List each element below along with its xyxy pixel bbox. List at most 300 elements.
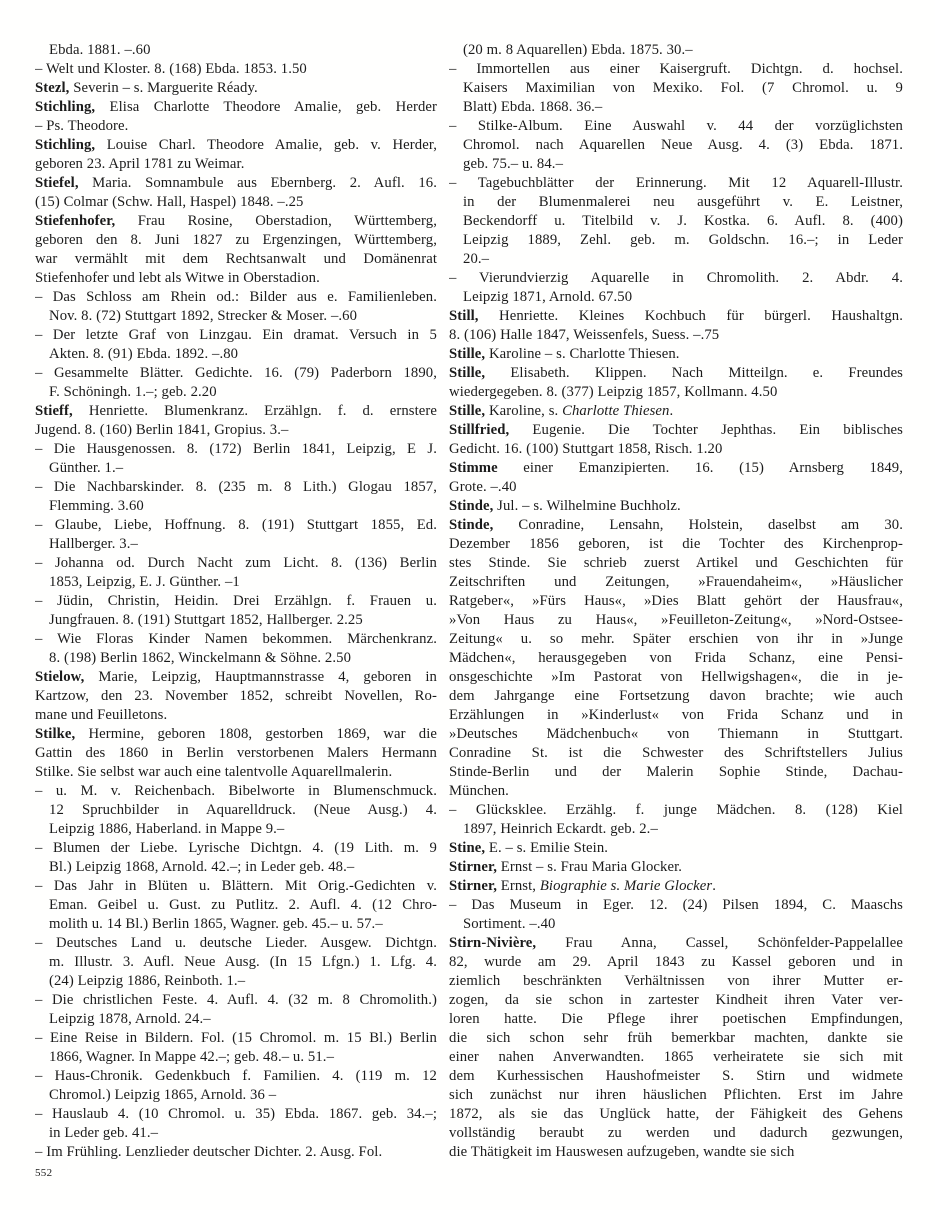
text-segment: Grote. –.40: [449, 479, 517, 495]
text-line: [449, 953, 903, 972]
entry: [35, 516, 437, 554]
text-segment: zogen, da sie schon in zartester Kindheit ihren Vater ver-: [449, 992, 903, 1008]
text-line: [449, 250, 903, 269]
text-segment: Stille,: [449, 365, 486, 381]
text-segment: Stine,: [449, 840, 486, 856]
text-segment: war vermählt mit dem Rechtsanwalt und Domänenrat: [35, 251, 437, 267]
text-segment: Still,: [449, 308, 479, 324]
entry: [35, 934, 437, 991]
text-segment: – Der letzte Graf von Linzgau. Ein dramat. Versuch in 5: [35, 327, 437, 343]
text-segment: molith u. 14 Bl.) Berlin 1865, Wagner. geb. 45.– u. 57.–: [49, 916, 383, 932]
text-segment: Stimme: [449, 460, 498, 476]
text-segment: Hallberger. 3.–: [49, 536, 138, 552]
text-line: [449, 915, 903, 934]
text-line: [449, 801, 903, 820]
text-line: [449, 516, 903, 535]
text-line: [35, 345, 437, 364]
text-segment: in der Blumenmalerei neu ausgeführt v. E. Leistner,: [463, 194, 903, 210]
entry: [35, 668, 437, 725]
text-segment: – Tagebuchblätter der Erinnerung. Mit 12 Aquarell-Illustr.: [449, 175, 903, 191]
text-segment: Nov. 8. (72) Stuttgart 1892, Strecker & Moser. –.60: [49, 308, 358, 324]
text-segment: mane und Feuilletons.: [35, 707, 168, 723]
text-segment: Leipzig 1889, Zehl. geb. m. Goldschn. 16.–; in Leder: [463, 232, 903, 248]
text-line: [35, 630, 437, 649]
text-line: [35, 592, 437, 611]
text-line: [35, 231, 437, 250]
text-line: [449, 630, 903, 649]
text-line: [35, 1067, 437, 1086]
text-line: [35, 649, 437, 668]
entry: [449, 307, 903, 345]
text-segment: (20 m. 8 Aquarellen) Ebda. 1875. 30.–: [463, 42, 693, 58]
entry: [449, 117, 903, 174]
entry: [449, 801, 903, 839]
text-segment: Akten. 8. (91) Ebda. 1892. –.80: [49, 346, 239, 362]
text-line: [449, 858, 903, 877]
text-line: [449, 1124, 903, 1143]
text-line: [35, 497, 437, 516]
text-line: [449, 573, 903, 592]
text-line: [449, 592, 903, 611]
text-line: [35, 934, 437, 953]
text-line: [449, 98, 903, 117]
text-segment: Henriette. Blumenkranz. Erzählgn. f. d. ernstere: [72, 403, 437, 419]
text-segment: Chromol.) Leipzig 1865, Arnold. 36 –: [49, 1087, 277, 1103]
text-columns: [35, 41, 903, 1162]
entry: [449, 877, 903, 896]
text-line: [35, 554, 437, 573]
entry: [35, 79, 437, 98]
text-segment: Stillfried,: [449, 422, 510, 438]
text-segment: – Stilke-Album. Eine Auswahl v. 44 der vorzüglichsten: [449, 118, 903, 134]
text-segment: Karoline, s.: [485, 403, 563, 419]
text-segment: Jugend. 8. (160) Berlin 1841, Gropius. 3.–: [35, 422, 289, 438]
text-segment: 12 Spruchbilder in Aquarelldruck. (Neue Ausg.) 4.: [49, 802, 437, 818]
text-segment: – Immortellen aus einer Kaisergruft. Dichtgn. d. hochsel.: [449, 61, 903, 77]
text-line: [449, 535, 903, 554]
text-line: [35, 288, 437, 307]
text-line: [35, 896, 437, 915]
entry: [35, 1067, 437, 1105]
text-segment: sich zunächst nur ihren häuslichen Pflichten. Erst im Jahre: [449, 1087, 903, 1103]
text-segment: – Johanna od. Durch Nacht zum Licht. 8. (136) Berlin: [35, 555, 437, 571]
text-line: [35, 915, 437, 934]
text-segment: »Von Haus zu Haus«, »Feuilleton-Zeitung«, »Nord-Ostsee-: [449, 612, 903, 628]
text-segment: Leipzig 1878, Arnold. 24.–: [49, 1011, 211, 1027]
text-segment: Stiefenhofer,: [35, 213, 116, 229]
entry: [35, 402, 437, 440]
text-segment: Kaisers Maximilian von Mexiko. Fol. (7 Chromol. u. 9: [463, 80, 903, 96]
text-segment: – Wie Floras Kinder Namen bekommen. Märchenkranz.: [35, 631, 437, 647]
text-segment: Eman. Geibel u. Gust. zu Putlitz. 2. Aufl. 4. (12 Chro-: [49, 897, 437, 913]
text-line: [449, 991, 903, 1010]
text-line: [449, 1086, 903, 1105]
text-segment: – Vierundvierzig Aquarelle in Chromolith. 2. Abdr. 4.: [449, 270, 903, 286]
text-segment: Stielow,: [35, 669, 85, 685]
text-line: [449, 269, 903, 288]
text-segment: in Leder geb. 41.–: [49, 1125, 159, 1141]
text-segment: onsgeschichte »Im Pastorat von Hellwigshagen«, die in je-: [449, 669, 903, 685]
text-line: [35, 1105, 437, 1124]
text-line: [449, 421, 903, 440]
text-line: [449, 41, 903, 60]
text-line: [35, 858, 437, 877]
text-line: [35, 250, 437, 269]
text-line: [449, 782, 903, 801]
entry: [35, 877, 437, 934]
text-line: [449, 706, 903, 725]
text-segment: Stille,: [449, 403, 486, 419]
text-line: [35, 668, 437, 687]
text-line: [35, 326, 437, 345]
text-segment: (15) Colmar (Schw. Hall, Haspel) 1848. –.25: [35, 194, 304, 210]
text-line: [449, 79, 903, 98]
text-segment: – Deutsches Land u. deutsche Lieder. Ausgew. Dichtgn.: [35, 935, 437, 951]
text-line: [449, 136, 903, 155]
entry: [35, 326, 437, 364]
entry: [35, 440, 437, 478]
text-segment: Biographie s. Marie Glocker: [539, 878, 713, 894]
text-line: [35, 725, 437, 744]
text-line: [449, 459, 903, 478]
entry: [35, 1029, 437, 1067]
text-line: [449, 193, 903, 212]
entry: [449, 516, 903, 801]
text-segment: 1853, Leipzig, E. J. Günther. –1: [49, 574, 240, 590]
text-segment: Stiefenhofer und lebt als Witwe in Oberstadion.: [35, 270, 320, 286]
entry: [449, 858, 903, 877]
entry: [35, 554, 437, 592]
text-segment: München.: [449, 783, 509, 799]
text-line: [449, 934, 903, 953]
text-line: [35, 79, 437, 98]
text-line: [35, 820, 437, 839]
text-line: [35, 117, 437, 136]
text-segment: Stirner,: [449, 878, 497, 894]
text-segment: Leipzig 1871, Arnold. 67.50: [463, 289, 633, 305]
entry: [35, 478, 437, 516]
text-segment: 1866, Wagner. In Mappe 42.–; geb. 48.– u. 51.–: [49, 1049, 335, 1065]
text-segment: Blatt) Ebda. 1868. 36.–: [463, 99, 603, 115]
text-segment: Elisabeth. Klippen. Nach Mitteilgn. e. Freundes: [485, 365, 903, 381]
text-segment: Conradine, Lensahn, Holstein, daselbst am 30.: [493, 517, 903, 533]
text-line: [449, 117, 903, 136]
text-segment: Ernst,: [497, 878, 540, 894]
text-segment: Karoline – s. Charlotte Thiesen.: [485, 346, 680, 362]
text-line: [35, 706, 437, 725]
text-line: [449, 364, 903, 383]
text-segment: Marie, Leipzig, Hauptmannstrasse 4, geboren in: [84, 669, 437, 685]
text-segment: Ebda. 1881. –.60: [49, 42, 151, 58]
text-segment: Frau Anna, Cassel, Schönfelder-Pappelallee: [536, 935, 903, 951]
text-segment: Charlotte Thiesen: [562, 403, 670, 419]
text-line: [449, 155, 903, 174]
text-line: [35, 877, 437, 896]
text-segment: einer nahen Anverwandten. 1865 verheiratete sie sich mit: [449, 1049, 903, 1065]
text-line: [35, 782, 437, 801]
entry: [449, 839, 903, 858]
text-line: [449, 877, 903, 896]
text-line: [449, 1048, 903, 1067]
text-segment: Zeitschriften und Zeitungen, »Frauendaheim«, »Häuslicher: [449, 574, 903, 590]
text-line: [449, 345, 903, 364]
text-line: [35, 953, 437, 972]
text-line: [35, 839, 437, 858]
entry: [449, 896, 903, 934]
text-line: [35, 535, 437, 554]
text-line: [35, 478, 437, 497]
text-segment: die sich schon sehr früh bemerkbar machten, dankte sie: [449, 1030, 903, 1046]
text-line: [449, 972, 903, 991]
text-segment: – Die christlichen Feste. 4. Aufl. 4. (32 m. 8 Chromolith.): [35, 992, 437, 1008]
entry: [449, 345, 903, 364]
text-line: [449, 668, 903, 687]
text-line: [35, 193, 437, 212]
text-segment: 8. (198) Berlin 1862, Winckelmann & Söhne. 2.50: [49, 650, 352, 666]
text-line: [35, 212, 437, 231]
entry: [449, 364, 903, 402]
text-line: [449, 763, 903, 782]
text-segment: – Hauslaub 4. (10 Chromol. u. 35) Ebda. 1867. geb. 34.–;: [35, 1106, 437, 1122]
text-segment: »Deutsches Mädchenbuch« von Thiemann in Stuttgart.: [449, 726, 903, 742]
text-segment: Elisa Charlotte Theodore Amalie, geb. Herder: [95, 99, 437, 115]
text-line: [449, 744, 903, 763]
text-segment: Bl.) Leipzig 1868, Arnold. 42.–; in Leder geb. 48.–: [49, 859, 355, 875]
text-line: [449, 440, 903, 459]
text-line: [449, 326, 903, 345]
text-line: [35, 440, 437, 459]
text-segment: Conradine St. ist die Schwester des Schriftstellers Julius: [449, 745, 903, 761]
text-line: [35, 1048, 437, 1067]
text-line: [35, 991, 437, 1010]
text-segment: – Ps. Theodore.: [35, 118, 129, 134]
text-line: [35, 573, 437, 592]
text-segment: Jul. – s. Wilhelmine Buchholz.: [493, 498, 681, 514]
entry: [35, 136, 437, 174]
text-segment: Flemming. 3.60: [49, 498, 144, 514]
text-line: [449, 649, 903, 668]
text-segment: Chromol. nach Aquarellen Neue Ausg. 4. (3) Ebda. 1871.: [463, 137, 903, 153]
text-segment: – Haus-Chronik. Gedenkbuch f. Familien. 4. (119 m. 12: [35, 1068, 437, 1084]
text-segment: Kartzow, den 23. November 1852, schreibt Novellen, Ro-: [35, 688, 437, 704]
text-segment: Jungfrauen. 8. (191) Stuttgart 1852, Hallberger. 2.25: [49, 612, 363, 628]
text-line: [449, 839, 903, 858]
entry: [35, 98, 437, 136]
text-segment: .: [712, 878, 716, 894]
text-segment: Stirn-Nivière,: [449, 935, 537, 951]
text-segment: Dezember 1856 geboren, ist die Tochter des Kirchenprop-: [449, 536, 903, 552]
text-segment: Eugenie. Die Tochter Jephthas. Ein biblisches: [509, 422, 903, 438]
entry: [35, 41, 437, 60]
text-line: [449, 1067, 903, 1086]
entry: [35, 592, 437, 630]
text-line: [449, 1010, 903, 1029]
text-segment: – Glücksklee. Erzählg. f. junge Mädchen. 8. (128) Kiel: [449, 802, 903, 818]
text-line: [35, 364, 437, 383]
text-segment: Henriette. Kleines Kochbuch für bürgerl. Haushaltgn.: [478, 308, 903, 324]
text-segment: vollständig beraubt zu werden und dadurch gezwungen,: [449, 1125, 903, 1141]
text-line: [35, 1086, 437, 1105]
entry: [449, 60, 903, 117]
entry: [449, 174, 903, 269]
text-segment: 1872, als sie das Unglück hatte, der Fähigkeit des Gehens: [449, 1106, 903, 1122]
entry: [449, 497, 903, 516]
entry: [35, 630, 437, 668]
text-segment: einer Emanzipierten. 16. (15) Arnsberg 1849,: [497, 460, 903, 476]
text-line: [35, 383, 437, 402]
text-line: [35, 98, 437, 117]
text-segment: – Jüdin, Christin, Heidin. Drei Erzählgn. f. Frauen u.: [35, 593, 437, 609]
text-line: [449, 383, 903, 402]
text-column-right: [449, 41, 903, 1162]
text-segment: Ratgeber«, »Fürs Haus«, »Dies Blatt gehört der Hausfrau«,: [449, 593, 903, 609]
text-line: [35, 41, 437, 60]
text-segment: Stezl,: [35, 80, 70, 96]
text-line: [449, 307, 903, 326]
text-segment: – Das Museum in Eger. 12. (24) Pilsen 1894, C. Maaschs: [449, 897, 903, 913]
entry: [35, 991, 437, 1029]
text-line: [35, 136, 437, 155]
text-line: [35, 1143, 437, 1162]
text-segment: 20.–: [463, 251, 490, 267]
text-line: [35, 687, 437, 706]
entry: [449, 269, 903, 307]
entry: [35, 782, 437, 839]
entry: [449, 421, 903, 459]
text-segment: Mädchen«, herausgegeben von Frida Schanz, eine Pensi-: [449, 650, 903, 666]
entry: [35, 839, 437, 877]
text-segment: Gedicht. 16. (100) Stuttgart 1858, Risch. 1.20: [449, 441, 723, 457]
text-segment: Günther. 1.–: [49, 460, 124, 476]
text-segment: Beckendorff u. Titelbild v. J. Kostka. 6. Aufl. 8. (400): [463, 213, 903, 229]
text-line: [35, 611, 437, 630]
text-segment: Gattin des 1860 in Berlin verstorbenen Malers Hermann: [35, 745, 437, 761]
text-line: [449, 820, 903, 839]
entry: [449, 459, 903, 497]
entry: [35, 212, 437, 288]
text-segment: Ernst – s. Frau Maria Glocker.: [497, 859, 683, 875]
text-line: [449, 1029, 903, 1048]
text-segment: stes Stinde. Sie schrieb zuerst Artikel und Geschichten für: [449, 555, 903, 571]
text-segment: geboren 23. April 1781 zu Weimar.: [35, 156, 245, 172]
text-segment: – Die Nachbarskinder. 8. (235 m. 8 Lith.) Glogau 1857,: [35, 479, 437, 495]
text-segment: – Welt und Kloster. 8. (168) Ebda. 1853. 1.50: [35, 61, 307, 77]
text-segment: Sortiment. –.40: [463, 916, 556, 932]
entry: [35, 1105, 437, 1143]
text-segment: geb. 75.– u. 84.–: [463, 156, 564, 172]
text-line: [35, 1029, 437, 1048]
text-line: [449, 725, 903, 744]
text-segment: – Eine Reise in Bildern. Fol. (15 Chromol. m. 15 Bl.) Berlin: [35, 1030, 437, 1046]
text-line: [35, 269, 437, 288]
entry: [449, 41, 903, 60]
text-segment: wiedergegeben. 8. (377) Leipzig 1857, Kollmann. 4.50: [449, 384, 778, 400]
text-segment: – u. M. v. Reichenbach. Bibelworte in Blumenschmuck.: [35, 783, 437, 799]
text-segment: – Im Frühling. Lenzlieder deutscher Dichter. 2. Ausg. Fol.: [35, 1144, 383, 1160]
text-line: [35, 763, 437, 782]
text-segment: 1897, Heinrich Eckardt. geb. 2.–: [463, 821, 658, 837]
text-line: [35, 459, 437, 478]
text-segment: – Die Hausgenossen. 8. (172) Berlin 1841, Leipzig, E J.: [35, 441, 437, 457]
text-segment: Stinde,: [449, 517, 494, 533]
text-line: [35, 801, 437, 820]
text-line: [449, 1143, 903, 1162]
text-column-left: [35, 41, 437, 1162]
text-segment: Hermine, geboren 1808, gestorben 1869, war die: [75, 726, 437, 742]
text-segment: F. Schöningh. 1.–; geb. 2.20: [49, 384, 217, 400]
text-segment: Stille,: [449, 346, 486, 362]
text-segment: Louise Charl. Theodore Amalie, geb. v. Herder,: [95, 137, 437, 153]
entry: [35, 364, 437, 402]
text-segment: – Gesammelte Blätter. Gedichte. 16. (79) Paderborn 1890,: [35, 365, 437, 381]
text-line: [35, 516, 437, 535]
text-segment: Stinde,: [449, 498, 494, 514]
entry: [449, 934, 903, 1162]
text-segment: 8. (106) Halle 1847, Weissenfels, Suess. –.75: [449, 327, 720, 343]
text-line: [449, 687, 903, 706]
text-line: [35, 421, 437, 440]
page-number: 552: [35, 1167, 53, 1179]
text-segment: Stichling,: [35, 137, 96, 153]
text-line: [35, 155, 437, 174]
text-line: [449, 174, 903, 193]
text-segment: .: [669, 403, 674, 419]
text-line: [449, 478, 903, 497]
text-line: [449, 497, 903, 516]
text-segment: Leipzig 1886, Haberland. in Mappe 9.–: [49, 821, 285, 837]
text-line: [35, 307, 437, 326]
text-segment: Stinde-Berlin und der Malerin Sophie Stinde, Dachau-: [449, 764, 903, 780]
entry: [35, 1143, 437, 1162]
text-segment: Stirner,: [449, 859, 497, 875]
text-segment: – Das Schloss am Rhein od.: Bilder aus e. Familienleben.: [35, 289, 437, 305]
text-line: [449, 611, 903, 630]
text-line: [449, 554, 903, 573]
text-line: [449, 212, 903, 231]
text-segment: 82, wurde am 29. April 1843 zu Kassel geboren und in: [449, 954, 903, 970]
entry: [35, 174, 437, 212]
entry: [449, 402, 903, 421]
text-segment: – Das Jahr in Blüten u. Blättern. Mit Orig.-Gedichten v.: [35, 878, 437, 894]
text-segment: Erzählungen in »Kinderlust« von Frida Schanz und in: [449, 707, 903, 723]
text-line: [35, 1010, 437, 1029]
entry: [35, 288, 437, 326]
text-line: [35, 60, 437, 79]
text-segment: loren hatte. Die Pflege ihrer poetischen Empfindungen,: [449, 1011, 903, 1027]
text-segment: Stieff,: [35, 403, 73, 419]
text-line: [449, 402, 903, 421]
text-line: [35, 174, 437, 193]
text-line: [35, 972, 437, 991]
text-line: [449, 896, 903, 915]
text-line: [449, 1105, 903, 1124]
text-segment: (24) Leipzig 1886, Reinboth. 1.–: [49, 973, 246, 989]
text-segment: Maria. Somnambule aus Ebernberg. 2. Aufl. 16.: [78, 175, 437, 191]
text-segment: die Thätigkeit im Hauswesen aufzugeben, wandte sie sich: [449, 1144, 795, 1160]
text-segment: Severin – s. Marguerite Réady.: [69, 80, 258, 96]
text-segment: ziemlich beschränkten Verhältnissen von ihrer Mutter er-: [449, 973, 903, 989]
text-segment: geboren den 8. Juni 1827 zu Ergenzingen, Württemberg,: [35, 232, 437, 248]
text-segment: – Glaube, Liebe, Hoffnung. 8. (191) Stuttgart 1855, Ed.: [35, 517, 437, 533]
text-segment: dem Jahrgange eine Fortsetzung davon brachte; wie auch: [449, 688, 903, 704]
text-segment: m. Illustr. 3. Aufl. Neue Ausg. (In 15 Lfgn.) 1. Lfg. 4.: [49, 954, 437, 970]
text-segment: Zeitung« u. so mehr. Später erschien von ihr in »Junge: [449, 631, 903, 647]
text-segment: dem Kurhessischen Haushofmeister S. Stirn und widmete: [449, 1068, 903, 1084]
text-line: [449, 60, 903, 79]
text-segment: Stilke,: [35, 726, 76, 742]
text-line: [35, 402, 437, 421]
text-segment: Frau Rosine, Oberstadion, Württemberg,: [115, 213, 437, 229]
